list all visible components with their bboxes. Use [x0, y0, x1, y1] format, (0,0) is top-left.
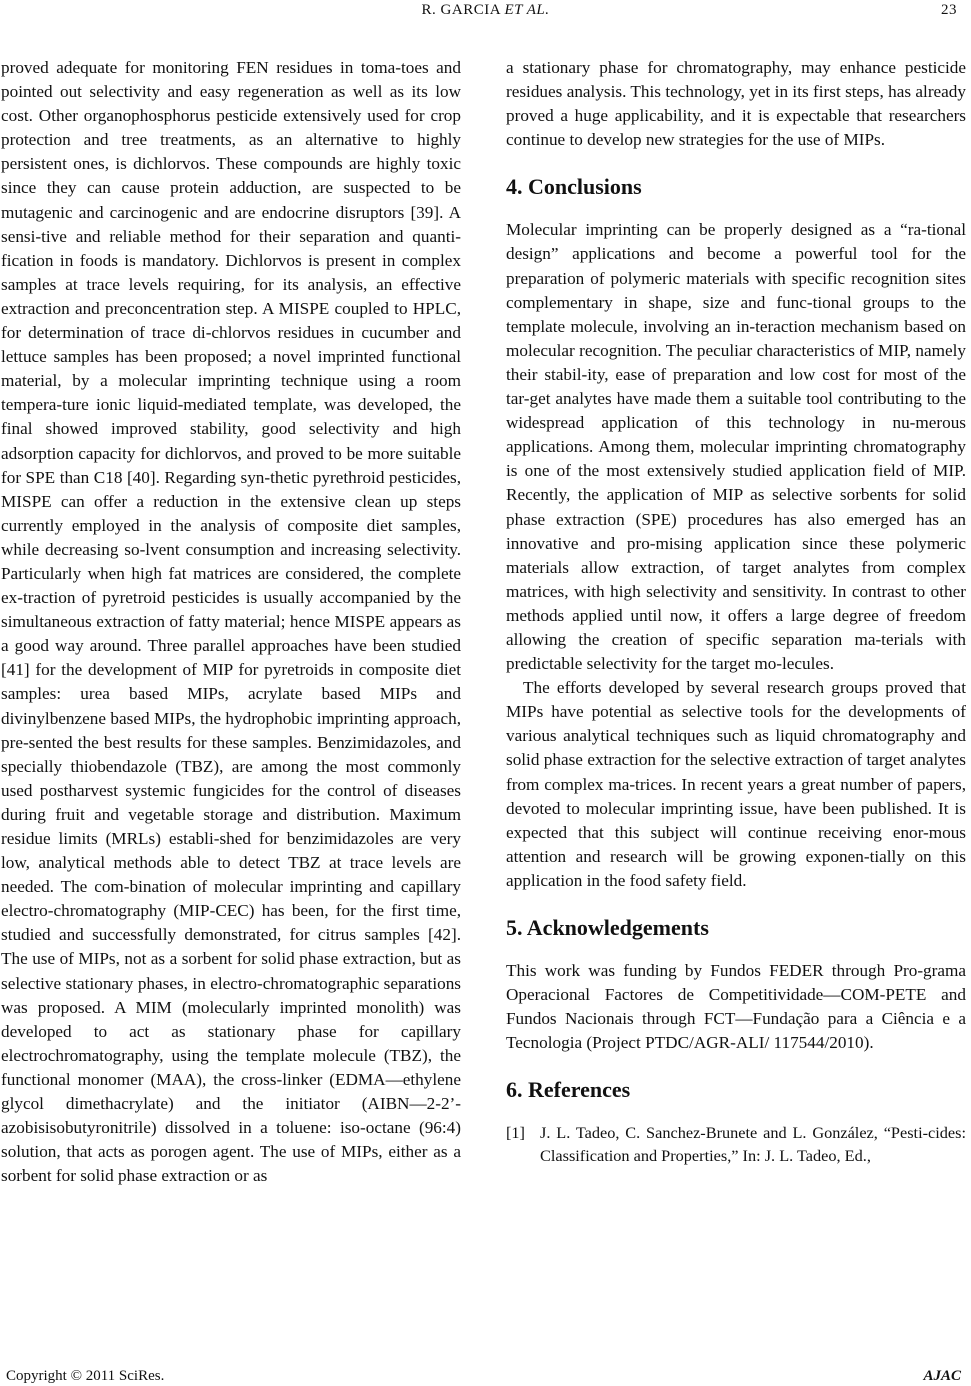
reference-item	[506, 1121, 966, 1167]
acknowledgements-heading: 5. Acknowledgements	[506, 915, 709, 940]
page-number: 23	[941, 2, 957, 18]
references-heading: 6. References	[506, 1077, 631, 1103]
reference-text: J. L. Tadeo, C. Sanchez-Brunete and L. González, “Pesti-cides: Classification and Properties,” In: J. L. Tadeo, Ed.,	[540, 1123, 966, 1166]
right-column	[506, 56, 966, 1167]
body-paragraph: proved adequate for monitoring FEN residues in toma-toes and pointed out selectivity and easy regeneration as well as its low cost. Other organophosphorus pesticide extensively used for crop protection and tree treatments, as an alternative to highly persistent ones, is dichlorvos. These compounds are highly toxic since they can cause protein adduction, are suspected to be mutagenic and carcinogenic and are endocrine disruptors [39]. A sensi-tive and reliable method for their separation and quanti-fication in foods is mandatory. Dichlorvos is present in complex samples at trace levels requiring, for its analysis, an effective extraction and preconcentration step. A MISPE coupled to HPLC, for determination of trace di-chlorvos residues in cucumber and lettuce samples has been proposed; a novel imprinted functional material, by a molecular imprinting technique using a room tempera-ture ionic liquid-mediated template, was developed, the final showed improved stability, good selectivity and high adsorption capacity for dichlorvos, and proved to be more suitable for SPE than C18 [40]. Regarding syn-thetic pyrethroid pesticides, MISPE can offer a reduction in the extensive clean up steps currently employed in the analysis of composite diet samples, while decreasing so-lvent consumption and increasing selectivity. Particularly when high fat matrices are considered, the complete ex-traction of pyretroid pesticides is usually accompanied by the simultaneous extraction of fatty material; hence MISPE appears as a good way around. Three parallel approaches have been studied [41] for the development of MIP for pyretroids in composite diet samples: urea based MIPs, acrylate based MIPs and divinylbenzene based MIPs, the hydrophobic imprinting approach, pre-sented the best results for these samples. Benzimidazoles, and specially thiobendazole (TBZ), are among the most commonly used postharvest systemic fungicides for the control of diseases during fruit and vegetable storage and distribution. Maximum residue limits (MRLs) establi-shed for benzimidazoles are very low, analytical methods able to detect TBZ at trace levels are needed. The com-bination of molecular imprinting and capillary electro-chromatography (MIP-CEC) has been, for the first time, studied and successfully demonstrated, for citrus samples [42]. The use of MIPs, not as a sorbent for solid phase extraction, but as selective stationary phases, in electro-chromatographic separations was proposed. A MIM (molecularly imprinted monolith) was developed to act as stationary phase for capillary electrochromatography, using the template molecule (TBZ), the functional monomer (MAA), the cross-linker (EDMA—ethylene glycol dimethacrylate) and the initiator (AIBN—2-2’-azobisisobutyronitrile) dissolved in a toluene: iso-octane (96:4) solution, that acts as porogen agent. The use of MIPs, either as a sorbent for solid phase extraction or as	[1, 58, 461, 1186]
running-head	[0, 2, 971, 22]
author-name: R. GARCIA	[421, 2, 501, 18]
page-footer	[0, 1368, 971, 1386]
conclusions-paragraph-2: The efforts developed by several research groups proved that MIPs have potential as selective tools for the developments of various analytical techniques such as liquid chromatography and solid phase extraction for the selective extraction of target analytes from complex ma-trices. In recent years a great number of papers, devoted to molecular imprinting issue, have been published. It is expected that this subject will continue receiving enor-mous attention and research will be growing exponen-tially on this application in the food safety field.	[506, 678, 966, 890]
running-head-authors	[0, 2, 971, 19]
left-column	[1, 56, 461, 1188]
copyright-notice: Copyright © 2011 SciRes.	[6, 1368, 165, 1384]
acknowledgements-paragraph: This work was funding by Fundos FEDER through Pro-grama Operacional Factores de Competitividade—COM-PETE and Fundos Nacionais through FCT—Fundação para a Ciência e a Tecnologia (Project PTDC/AGR-ALI/ 117544/2010).	[506, 961, 966, 1053]
journal-abbreviation: AJAC	[923, 1368, 961, 1384]
author-etal: ET AL.	[504, 2, 550, 18]
reference-number: [1]	[506, 1123, 525, 1143]
continuation-paragraph: a stationary phase for chromatography, may enhance pesticide residues analysis. This technology, yet in its first steps, has already proved a huge applicability, and it is expectable that researchers continue to develop new strategies for the use of MIPs.	[506, 58, 966, 150]
conclusions-heading: 4. Conclusions	[506, 174, 642, 200]
conclusions-paragraph-1: Molecular imprinting can be properly designed as a “ra-tional design” applications and become a powerful tool for the preparation of polymeric materials with specific recognition sites complementary in shape, size and func-tional groups to the template molecule, involving an in-teraction mechanism based on molecular recognition. The peculiar characteristics of MIP, namely their stabil-ity, ease of preparation and low cost for most of the tar-get analytes have made them a suitable tool contributing to the widespread application of this technology in nu-merous applications. Among them, molecular imprinting chromatography is one of the most extensively studied application field of MIP. Recently, the application of MIP as selective sorbents for solid phase extraction (SPE) procedures has also emerged has an innovative and pro-mising application since these polymeric materials allow extraction, of target analytes from complex matrices, with high selectivity and sensitivity. In contrast to other methods applied until now, it offers a large degree of freedom allowing the creation of specific separation ma-terials with predictable selectivity for the target mo-lecules.	[506, 220, 966, 674]
